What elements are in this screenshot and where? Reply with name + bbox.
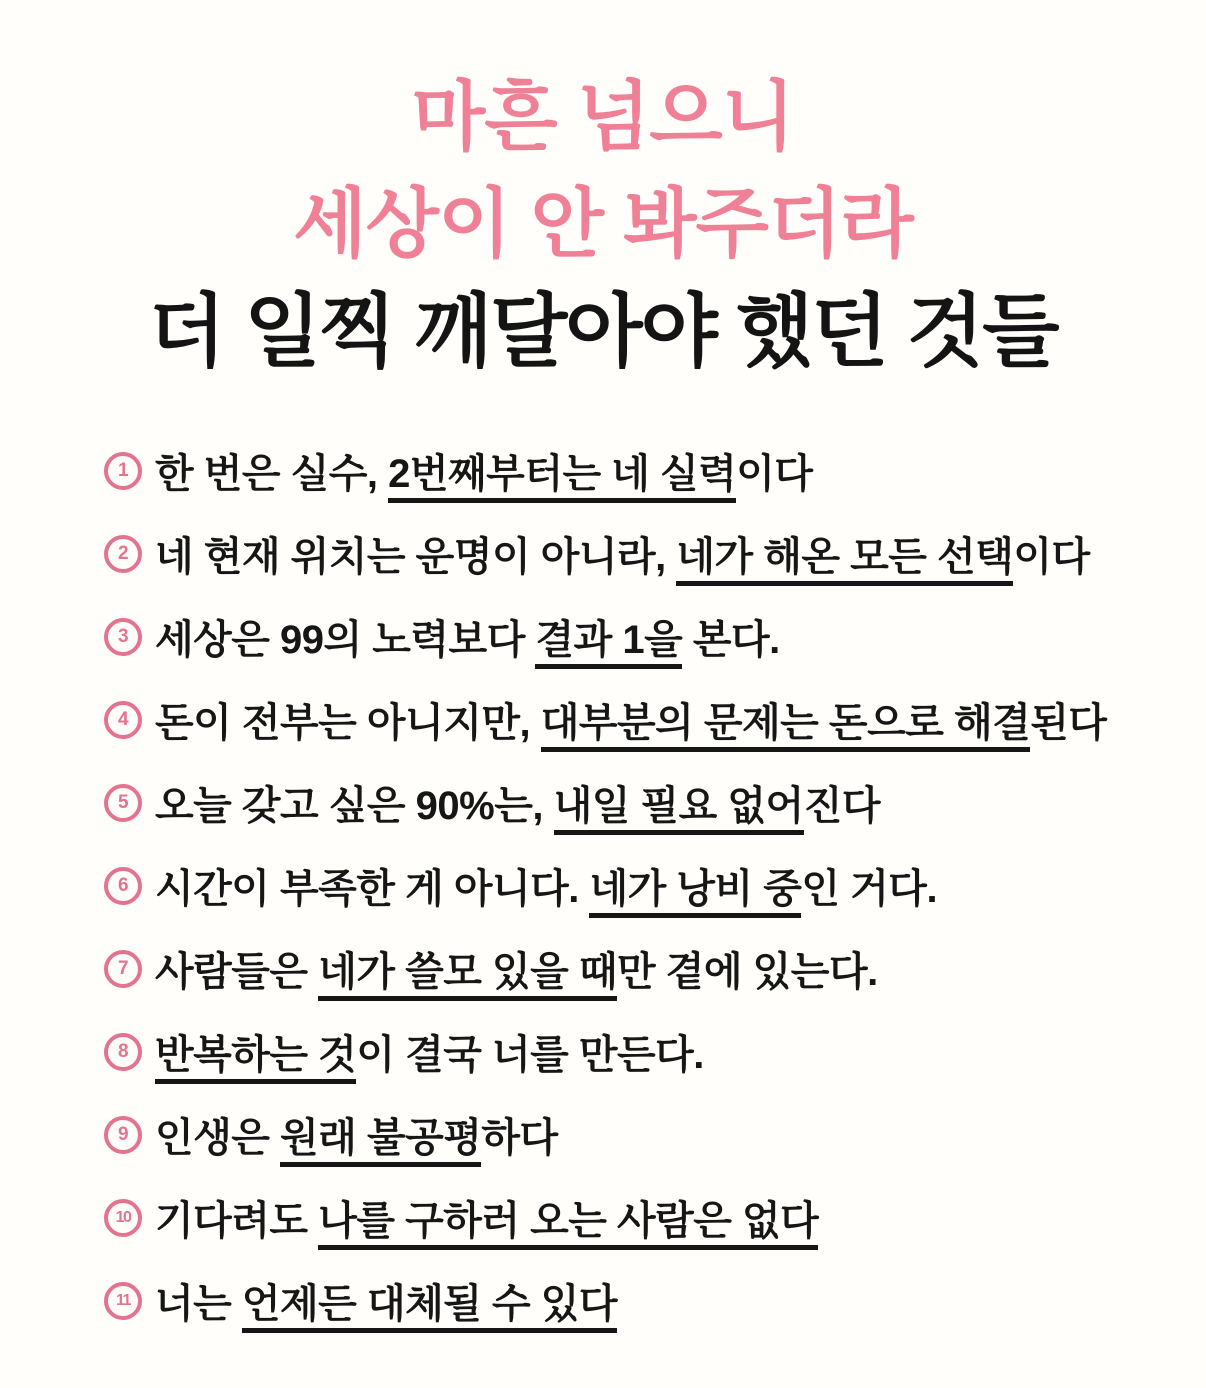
insight-list: [0, 429, 1206, 1342]
underlined-phrase: 네가 낭비 중: [589, 867, 801, 918]
list-item: [104, 761, 1176, 844]
plain-phrase: 시간이 부족한 게 아니다.: [155, 867, 590, 911]
item-text: [155, 1272, 617, 1329]
list-item: [104, 429, 1176, 512]
underlined-phrase: 반복하는 것: [155, 1033, 356, 1084]
list-item: [104, 1176, 1176, 1259]
plain-phrase: 한 번은 실수,: [155, 452, 389, 496]
plain-phrase: 하다: [481, 1116, 558, 1160]
item-text: [155, 525, 1090, 582]
item-number-badge: 1: [104, 452, 142, 490]
list-item: [104, 595, 1176, 678]
item-text: [155, 691, 1107, 748]
item-number-badge: 3: [104, 618, 142, 656]
item-number-badge: 2: [104, 535, 142, 573]
underlined-phrase: 2번째부터는 네 실력: [388, 452, 736, 503]
list-item: [104, 927, 1176, 1010]
item-number-badge: 7: [104, 950, 142, 988]
list-item: [104, 1010, 1176, 1093]
plain-phrase: 네 현재 위치는 운명이 아니라,: [155, 535, 677, 579]
plain-phrase: 오늘 갖고 싶은 90%는,: [155, 784, 554, 828]
list-item: [104, 1093, 1176, 1176]
underlined-phrase: 네가 쓸모 있을 때: [318, 950, 617, 1001]
plain-phrase: 기다려도: [155, 1199, 319, 1243]
plain-phrase: 된다: [1030, 701, 1107, 745]
plain-phrase: 본다.: [682, 618, 780, 662]
item-text: [155, 608, 780, 665]
underlined-phrase: 언제든 대체될 수 있다: [242, 1282, 617, 1333]
plain-phrase: 이다: [736, 452, 813, 496]
list-item: [104, 1259, 1176, 1342]
underlined-phrase: 나를 구하러 오는 사람은 없다: [318, 1199, 818, 1250]
plain-phrase: 사람들은: [155, 950, 319, 994]
plain-phrase: 너는: [155, 1282, 242, 1326]
title-line-3: 더 일찍 깨달아야 했던 것들: [148, 287, 1058, 376]
item-number-badge: 9: [104, 1116, 142, 1154]
list-item: [104, 512, 1176, 595]
list-item: [104, 844, 1176, 927]
plain-phrase: 이다: [1013, 535, 1090, 579]
item-text: [155, 1189, 818, 1246]
item-number-badge: 6: [104, 867, 142, 905]
item-text: [155, 940, 878, 997]
plain-phrase: 돈이 전부는 아니지만,: [155, 701, 541, 745]
underlined-phrase: 네가 해온 모든 선택: [676, 535, 1013, 586]
item-text: [155, 1106, 558, 1163]
item-number-badge: 4: [104, 701, 142, 739]
plain-phrase: 이 결국 너를 만든다.: [356, 1033, 704, 1077]
item-text: [155, 442, 813, 499]
list-item: [104, 678, 1176, 761]
underlined-phrase: 원래 불공평: [280, 1116, 481, 1167]
plain-phrase: 세상은 99의 노력보다: [155, 618, 536, 662]
item-number-badge: 10: [104, 1199, 142, 1237]
plain-phrase: 인생은: [155, 1116, 281, 1160]
item-text: [155, 857, 937, 914]
plain-phrase: 인 거다.: [801, 867, 938, 911]
item-number-badge: 8: [104, 1033, 142, 1071]
item-number-badge: 11: [104, 1282, 142, 1320]
item-number-badge: 5: [104, 784, 142, 822]
item-text: [155, 774, 880, 831]
plain-phrase: 진다: [803, 784, 880, 828]
title-line-1: 마흔 넘으니: [411, 75, 795, 160]
underlined-phrase: 결과 1을: [535, 618, 682, 669]
title-line-2: 세상이 안 봐주더라: [293, 182, 913, 267]
plain-phrase: 만 곁에 있는다.: [617, 950, 878, 994]
underlined-phrase: 내일 필요 없어: [554, 784, 804, 835]
title-block: [0, 0, 1206, 385]
item-text: [155, 1023, 704, 1080]
underlined-phrase: 대부분의 문제는 돈으로 해결: [541, 701, 1031, 752]
